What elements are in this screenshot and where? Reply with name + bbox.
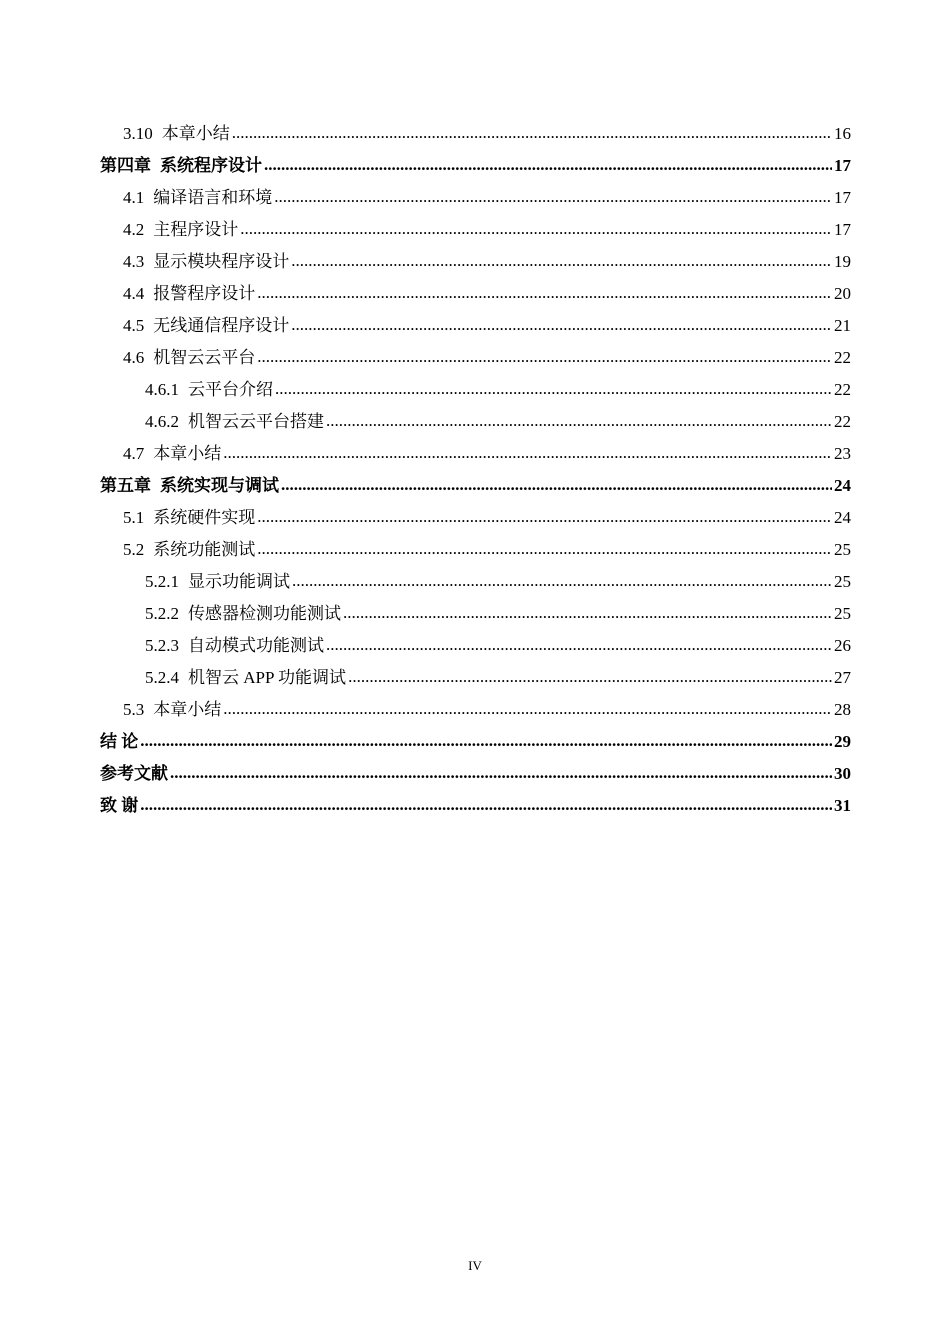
toc-dot-leader — [343, 597, 832, 629]
toc-entry-page: 24 — [834, 508, 851, 527]
toc-entry-page: 25 — [834, 572, 851, 591]
toc-entry-number: 4.5 — [123, 316, 145, 335]
toc-entry — [100, 662, 851, 694]
toc-entry-number: 4.2 — [123, 220, 145, 239]
toc-entry-title: 系统功能测试 — [153, 540, 256, 559]
toc-dot-leader — [257, 501, 832, 533]
toc-entry — [100, 182, 851, 214]
toc-entry-title: 机智云云平台搭建 — [188, 412, 324, 431]
toc-entry — [100, 310, 851, 342]
page-number: IV — [468, 1258, 482, 1273]
toc-entry-title: 本章小结 — [161, 124, 230, 143]
toc-dot-leader — [348, 661, 832, 693]
toc-entry-page: 28 — [834, 700, 851, 719]
toc-entry-title: 致 谢 — [100, 796, 139, 815]
toc-entry-number: 5.2 — [123, 540, 145, 559]
toc-entry-number: 4.4 — [123, 284, 145, 303]
toc-dot-leader — [140, 789, 832, 821]
toc-entry — [100, 758, 851, 790]
toc-entry — [100, 470, 851, 502]
toc-entry-page: 29 — [834, 732, 851, 751]
toc-entry — [100, 278, 851, 310]
toc-entry — [100, 694, 851, 726]
toc-entry — [100, 790, 851, 822]
toc-entry-title: 系统实现与调试 — [160, 476, 279, 495]
toc-entry-title: 本章小结 — [153, 700, 222, 719]
toc-entry-title: 自动模式功能测试 — [188, 636, 324, 655]
toc-entry-number: 4.1 — [123, 188, 145, 207]
toc-entry-page: 22 — [834, 348, 851, 367]
toc-entry-number: 4.7 — [123, 444, 145, 463]
toc-entry-page: 25 — [834, 604, 851, 623]
toc-entry-title: 系统硬件实现 — [153, 508, 256, 527]
toc-entry — [100, 246, 851, 278]
toc-entry-page: 22 — [834, 412, 851, 431]
toc-entry-page: 21 — [834, 316, 851, 335]
toc-entry-page: 31 — [834, 796, 851, 815]
toc-dot-leader — [326, 629, 832, 661]
toc-entry-number: 4.6 — [123, 348, 145, 367]
toc-entry-title: 编译语言和环境 — [153, 188, 273, 207]
toc-entry-title: 结 论 — [100, 732, 139, 751]
toc-dot-leader — [281, 469, 832, 501]
toc-entry-page: 19 — [834, 252, 851, 271]
toc-entry-number: 4.6.2 — [145, 412, 179, 431]
toc-entry-number: 3.10 — [123, 124, 153, 143]
toc-dot-leader — [257, 533, 832, 565]
toc-entry-page: 17 — [834, 188, 851, 207]
toc-dot-leader — [240, 213, 832, 245]
toc-entry — [100, 118, 851, 150]
toc-entry-number: 4.6.1 — [145, 380, 179, 399]
toc-entry-page: 17 — [834, 220, 851, 239]
toc-dot-leader — [291, 245, 832, 277]
toc-entry-title: 主程序设计 — [153, 220, 239, 239]
toc-entry-number: 5.2.1 — [145, 572, 179, 591]
toc-dot-leader — [223, 437, 832, 469]
toc-entry-page: 22 — [834, 380, 851, 399]
toc-entry — [100, 726, 851, 758]
toc-entry — [100, 630, 851, 662]
toc-dot-leader — [275, 373, 832, 405]
toc-dot-leader — [291, 309, 832, 341]
toc-entry-page: 20 — [834, 284, 851, 303]
toc-entry-title: 系统程序设计 — [160, 156, 262, 175]
toc-entry-number: 5.1 — [123, 508, 145, 527]
toc-entry-number: 第四章 — [100, 156, 151, 175]
toc-entry-number: 5.3 — [123, 700, 145, 719]
toc-entry-title: 显示功能调试 — [188, 572, 290, 591]
toc-entry-title: 云平台介绍 — [188, 380, 273, 399]
toc-entry-number: 5.2.3 — [145, 636, 179, 655]
toc-entry-number: 4.3 — [123, 252, 145, 271]
toc-entry-title: 参考文献 — [100, 764, 168, 783]
toc-entry-title: 传感器检测功能测试 — [188, 604, 341, 623]
toc-entry-title: 机智云 APP 功能调试 — [188, 668, 347, 687]
toc-entry-page: 16 — [834, 124, 851, 143]
toc-entry — [100, 438, 851, 470]
toc-entry-page: 26 — [834, 636, 851, 655]
toc-entry-number: 第五章 — [100, 476, 151, 495]
toc-dot-leader — [264, 149, 832, 181]
toc-entry — [100, 406, 851, 438]
toc-dot-leader — [257, 277, 832, 309]
toc-dot-leader — [274, 181, 832, 213]
toc-entry — [100, 566, 851, 598]
toc-entry-page: 30 — [834, 764, 851, 783]
toc-entry-number: 5.2.2 — [145, 604, 179, 623]
toc-dot-leader — [257, 341, 832, 373]
toc-dot-leader — [232, 117, 832, 149]
toc-entry — [100, 214, 851, 246]
toc-entry — [100, 502, 851, 534]
toc-entry-title: 显示模块程序设计 — [153, 252, 290, 271]
toc-entry-page: 25 — [834, 540, 851, 559]
toc-dot-leader — [140, 725, 832, 757]
toc-entry — [100, 150, 851, 182]
toc-dot-leader — [292, 565, 832, 597]
toc-entry-title: 无线通信程序设计 — [153, 316, 290, 335]
toc-entry-number: 5.2.4 — [145, 668, 179, 687]
toc-entry-page: 17 — [834, 156, 851, 175]
toc-entry — [100, 342, 851, 374]
table-of-contents — [100, 118, 851, 822]
toc-dot-leader — [223, 693, 832, 725]
toc-dot-leader — [170, 757, 832, 789]
toc-entry-title: 本章小结 — [153, 444, 222, 463]
toc-entry — [100, 374, 851, 406]
toc-entry-page: 23 — [834, 444, 851, 463]
toc-entry-page: 27 — [834, 668, 851, 687]
toc-entry-title: 机智云云平台 — [153, 348, 256, 367]
toc-entry-page: 24 — [834, 476, 851, 495]
toc-entry-title: 报警程序设计 — [153, 284, 256, 303]
toc-entry — [100, 598, 851, 630]
toc-entry — [100, 534, 851, 566]
toc-dot-leader — [326, 405, 832, 437]
